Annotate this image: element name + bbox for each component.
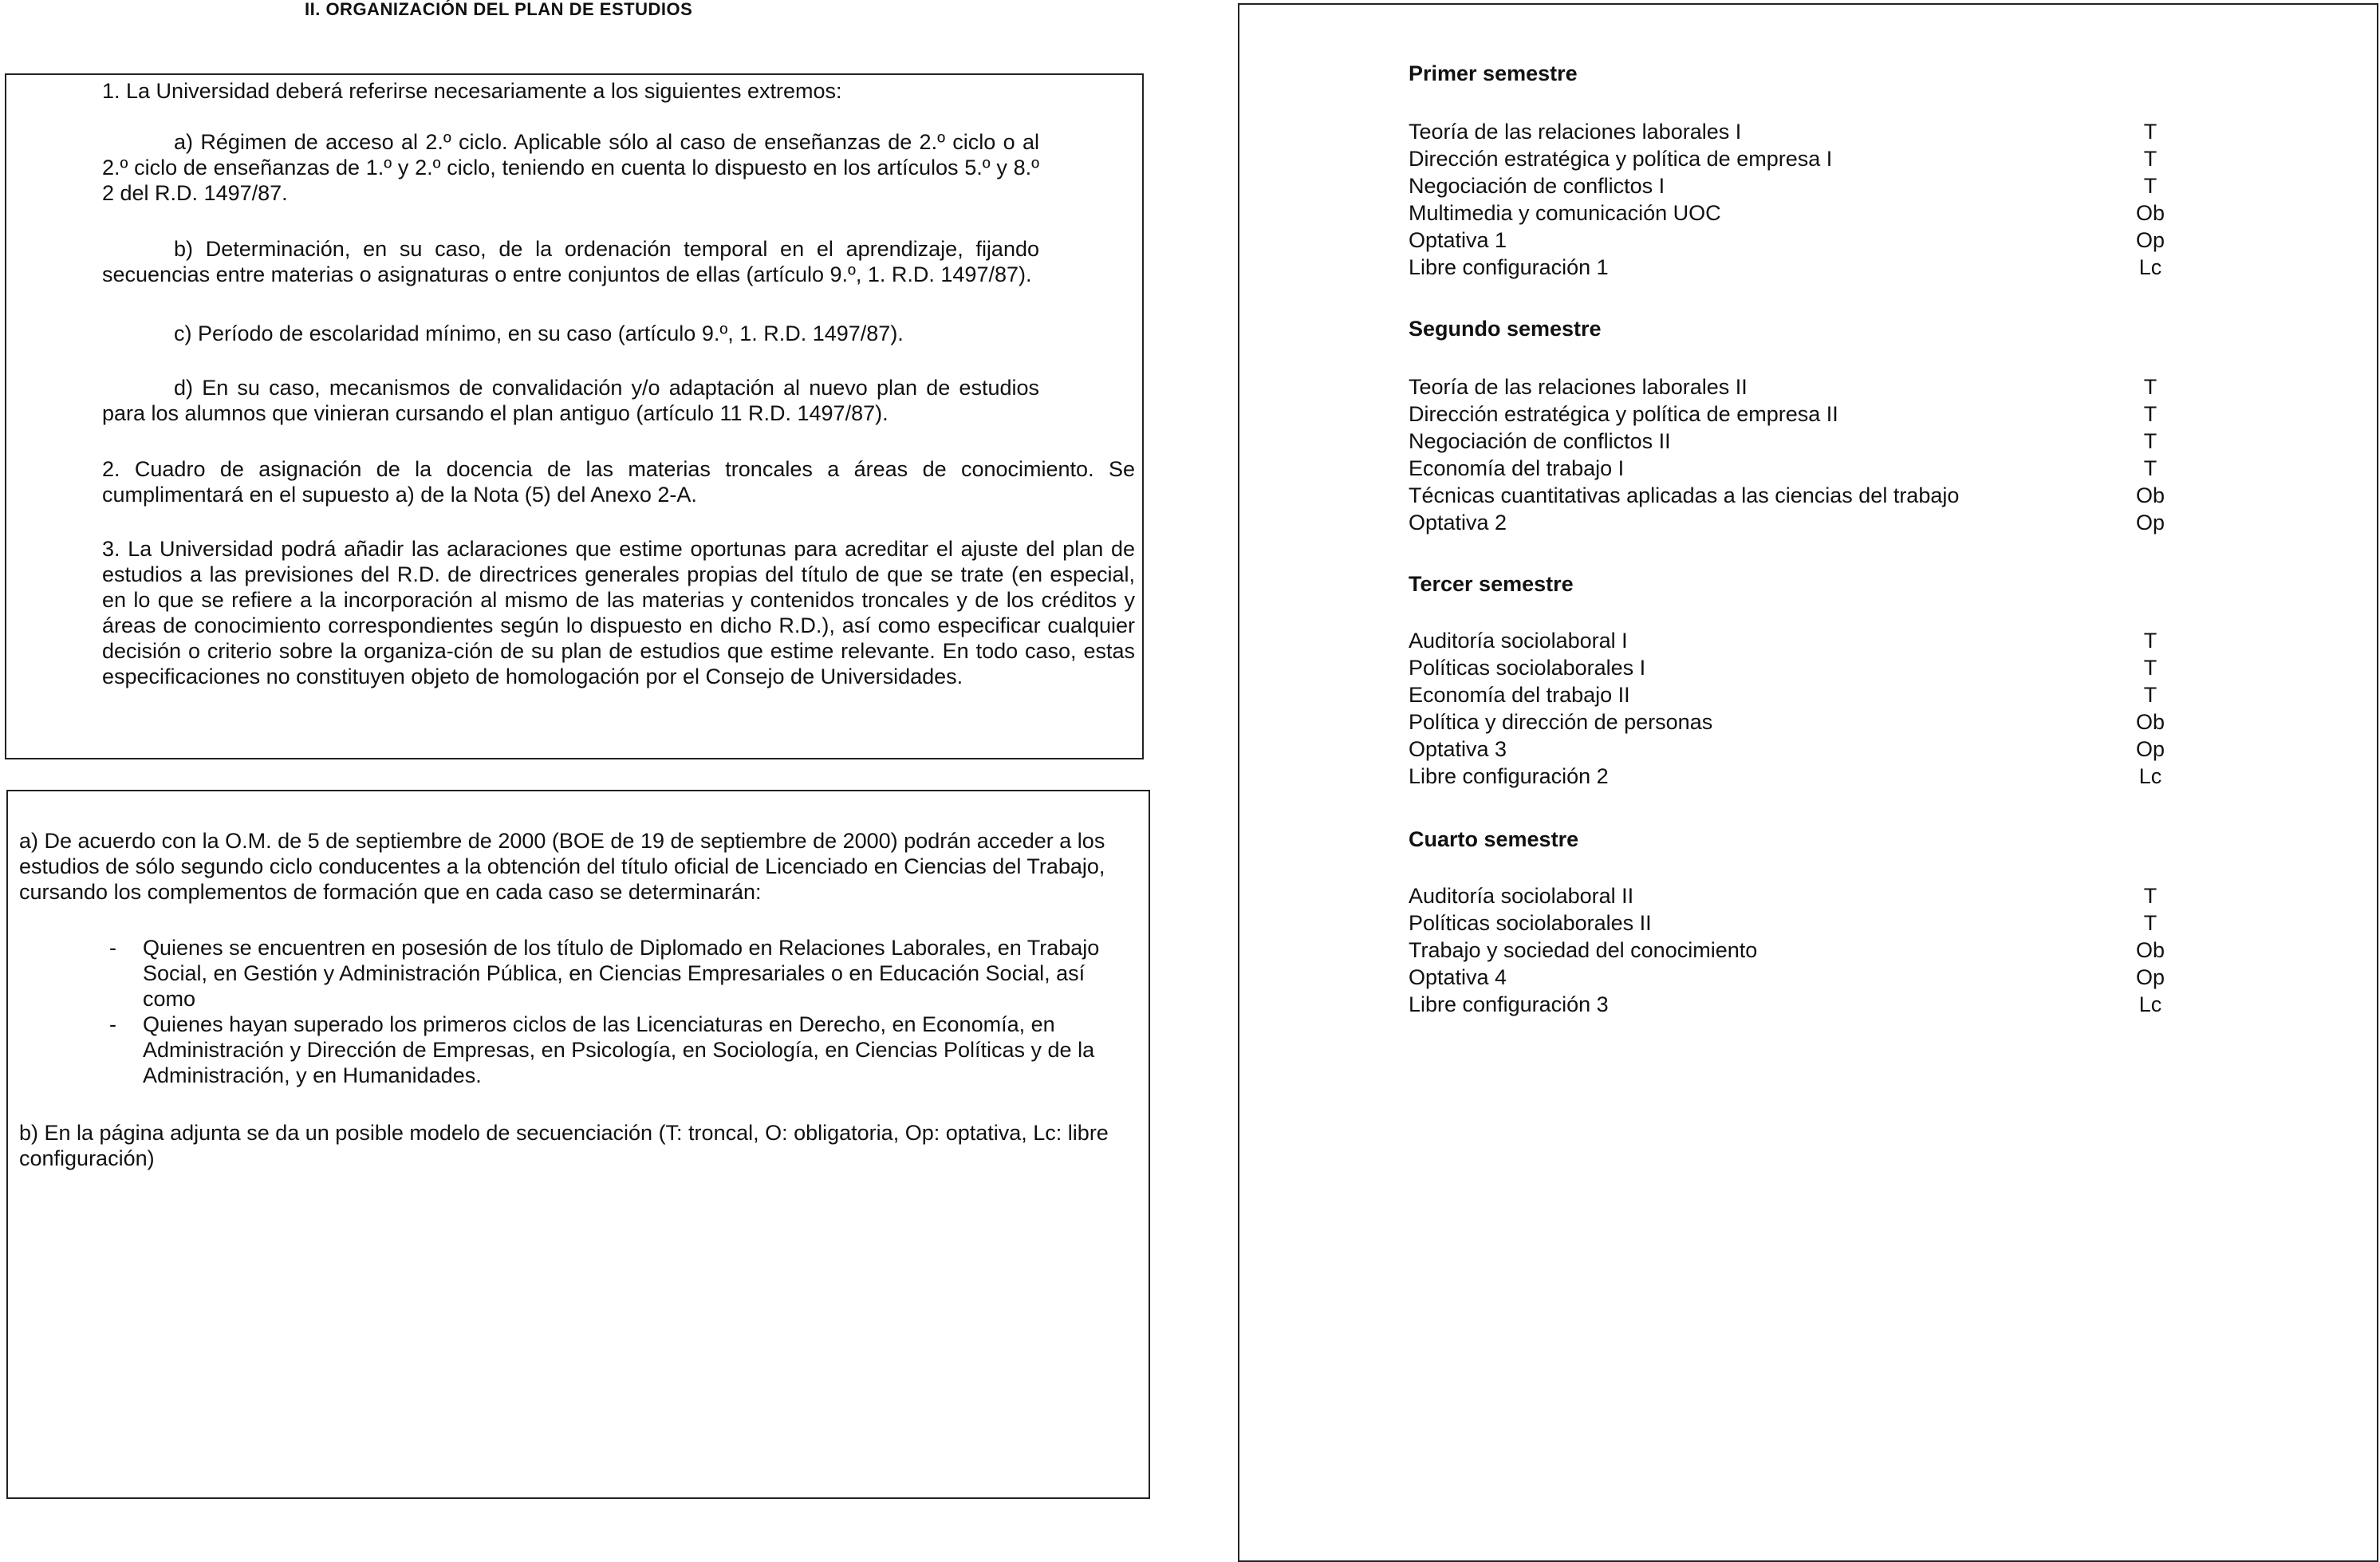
- semester-title: Primer semestre: [1409, 61, 1578, 85]
- instruction-item-b: b) Determinación, en su caso, de la ordenación temporal en el aprendizaje, fijando secuencias entre materias o asignaturas o entre conjuntos de ellas (artículo 9.º, 1. R.D. 1497/87).: [102, 237, 1039, 286]
- course-row: [1409, 763, 2174, 790]
- course-type: Op: [2135, 737, 2165, 761]
- instructions-box: [5, 73, 1144, 759]
- course-name: Optativa 2: [1409, 511, 1507, 534]
- bullet-dash: -: [109, 1012, 116, 1036]
- course-name: Libre configuración 1: [1409, 255, 1609, 279]
- course-name: Optativa 1: [1409, 228, 1507, 252]
- access-note-a: a) De acuerdo con la O.M. de 5 de septiembre de 2000 (BOE de 19 de septiembre de 2000) podrán acceder a los estudios de sólo segundo ciclo conducentes a la obtención del título oficial de Licenciado en Ciencias del Trabajo, cursando los complementos de formación que en cada caso se determinarán:: [19, 829, 1105, 904]
- course-row: [1409, 227, 2174, 254]
- course-type: T: [2143, 402, 2157, 426]
- access-bullet-list: [19, 935, 1140, 1088]
- course-name: Multimedia y comunicación UOC: [1409, 201, 1721, 225]
- course-name: Negociación de conflictos II: [1409, 429, 1671, 453]
- course-row: [1409, 455, 2174, 482]
- course-type: T: [2143, 174, 2157, 198]
- semester-title: Segundo semestre: [1409, 317, 1602, 341]
- list-item: [19, 1012, 1140, 1088]
- course-row: [1409, 937, 2174, 964]
- course-row: [1409, 991, 2174, 1018]
- course-row: [1409, 254, 2174, 281]
- course-type: T: [2143, 629, 2157, 653]
- list-item-text: Quienes se encuentren en posesión de los título de Diplomado en Relaciones Laborales, en Trabajo Social, en Gestión y Administración Pública, en Ciencias Empresariales o en Educación Social, así como: [143, 936, 1100, 1011]
- course-type: Ob: [2135, 710, 2165, 734]
- course-row: [1409, 482, 2174, 509]
- course-name: Trabajo y sociedad del conocimiento: [1409, 938, 1758, 962]
- course-name: Optativa 3: [1409, 737, 1507, 761]
- course-row: [1409, 400, 2174, 428]
- course-name: Libre configuración 2: [1409, 764, 1609, 788]
- course-row: [1409, 882, 2174, 909]
- course-type: T: [2143, 683, 2157, 707]
- course-row: [1409, 199, 2174, 227]
- course-name: Auditoría sociolaboral I: [1409, 629, 1628, 653]
- bullet-dash: -: [109, 936, 116, 960]
- course-row: [1409, 909, 2174, 937]
- course-type: Ob: [2135, 201, 2165, 225]
- course-row: [1409, 681, 2174, 708]
- course-row: [1409, 708, 2174, 736]
- course-row: [1409, 627, 2174, 654]
- course-row: [1409, 736, 2174, 763]
- course-row: [1409, 118, 2174, 145]
- course-type: T: [2143, 911, 2157, 935]
- access-note-b: b) En la página adjunta se da un posible modelo de secuenciación (T: troncal, O: obligatoria, Op: optativa, Lc: libre configuración): [19, 1121, 1109, 1170]
- instruction-point-3: 3. La Universidad podrá añadir las aclaraciones que estime oportunas para acreditar el ajuste del plan de estudios a las previsiones del R.D. de directrices generales propias del título de que se trate (en especial, en lo que se refiere a la incorporación al mismo de las materias y contenidos troncales y de los créditos y áreas de conocimiento correspondientes según lo dispuesto en dicho R.D.), así como especificar cualquier decisión o criterio sobre la organiza-ción de su plan de estudios que estime relevante. En todo caso, estas especificaciones no constituyen objeto de homologación por el Consejo de Universidades.: [102, 537, 1135, 688]
- course-name: Libre configuración 3: [1409, 992, 1609, 1016]
- course-name: Optativa 4: [1409, 965, 1507, 989]
- semester-title: Cuarto semestre: [1409, 827, 1579, 851]
- course-row: [1409, 373, 2174, 400]
- semester-title: Tercer semestre: [1409, 572, 1574, 596]
- course-row: [1409, 172, 2174, 199]
- course-type: Lc: [2138, 992, 2162, 1016]
- course-name: Economía del trabajo II: [1409, 683, 1630, 707]
- instruction-item-d: d) En su caso, mecanismos de convalidación y/o adaptación al nuevo plan de estudios para los alumnos que vinieran cursando el plan antiguo (artículo 11 R.D. 1497/87).: [102, 376, 1039, 425]
- course-name: Economía del trabajo I: [1409, 456, 1625, 480]
- list-item-text: Quienes hayan superado los primeros ciclos de las Licenciaturas en Derecho, en Economía, en Administración y Dirección de Empresas, en Psicología, en Sociología, en Ciencias Políticas y de la Administración, y en Humanidades.: [143, 1012, 1095, 1087]
- course-row: [1409, 145, 2174, 172]
- course-name: Políticas sociolaborales I: [1409, 656, 1646, 680]
- instruction-item-c: c) Período de escolaridad mínimo, en su caso (artículo 9.º, 1. R.D. 1497/87).: [174, 321, 904, 345]
- course-type: T: [2143, 375, 2157, 399]
- instructions-intro: 1. La Universidad deberá referirse necesariamente a los siguientes extremos:: [102, 79, 842, 103]
- access-notes-box: [6, 790, 1150, 1499]
- course-name: Política y dirección de personas: [1409, 710, 1713, 734]
- course-type: T: [2143, 120, 2157, 144]
- course-name: Técnicas cuantitativas aplicadas a las ciencias del trabajo: [1409, 483, 1960, 507]
- course-type: T: [2143, 456, 2157, 480]
- course-type: Lc: [2138, 764, 2162, 788]
- course-name: Dirección estratégica y política de empresa II: [1409, 402, 1838, 426]
- course-type: T: [2143, 147, 2157, 171]
- course-type: Op: [2135, 228, 2165, 252]
- course-type: T: [2143, 656, 2157, 680]
- course-name: Teoría de las relaciones laborales I: [1409, 120, 1742, 144]
- course-type: Lc: [2138, 255, 2162, 279]
- course-type: Op: [2135, 965, 2165, 989]
- instruction-item-a: a) Régimen de acceso al 2.º ciclo. Aplicable sólo al caso de enseñanzas de 2.º ciclo o al 2.º ciclo de enseñanzas de 1.º y 2.º ciclo, teniendo en cuenta lo dispuesto en los artículos 5.º y 8.º 2 del R.D. 1497/87.: [102, 130, 1039, 205]
- course-name: Teoría de las relaciones laborales II: [1409, 375, 1748, 399]
- course-type: Op: [2135, 511, 2165, 534]
- course-type: Ob: [2135, 483, 2165, 507]
- course-row: [1409, 509, 2174, 536]
- course-row: [1409, 428, 2174, 455]
- course-name: Políticas sociolaborales II: [1409, 911, 1652, 935]
- page-title: II. ORGANIZACIÓN DEL PLAN DE ESTUDIOS: [305, 0, 693, 19]
- course-type: T: [2143, 429, 2157, 453]
- course-type: T: [2143, 884, 2157, 908]
- semester-plan-box: [1238, 3, 2378, 1562]
- course-row: [1409, 964, 2174, 991]
- course-name: Dirección estratégica y política de empresa I: [1409, 147, 1833, 171]
- instruction-point-2: 2. Cuadro de asignación de la docencia de las materias troncales a áreas de conocimiento. Se cumplimentará en el supuesto a) de la Nota (5) del Anexo 2-A.: [102, 457, 1135, 507]
- list-item: [19, 935, 1140, 1012]
- course-name: Negociación de conflictos I: [1409, 174, 1665, 198]
- course-type: Ob: [2135, 938, 2165, 962]
- course-name: Auditoría sociolaboral II: [1409, 884, 1634, 908]
- course-row: [1409, 654, 2174, 681]
